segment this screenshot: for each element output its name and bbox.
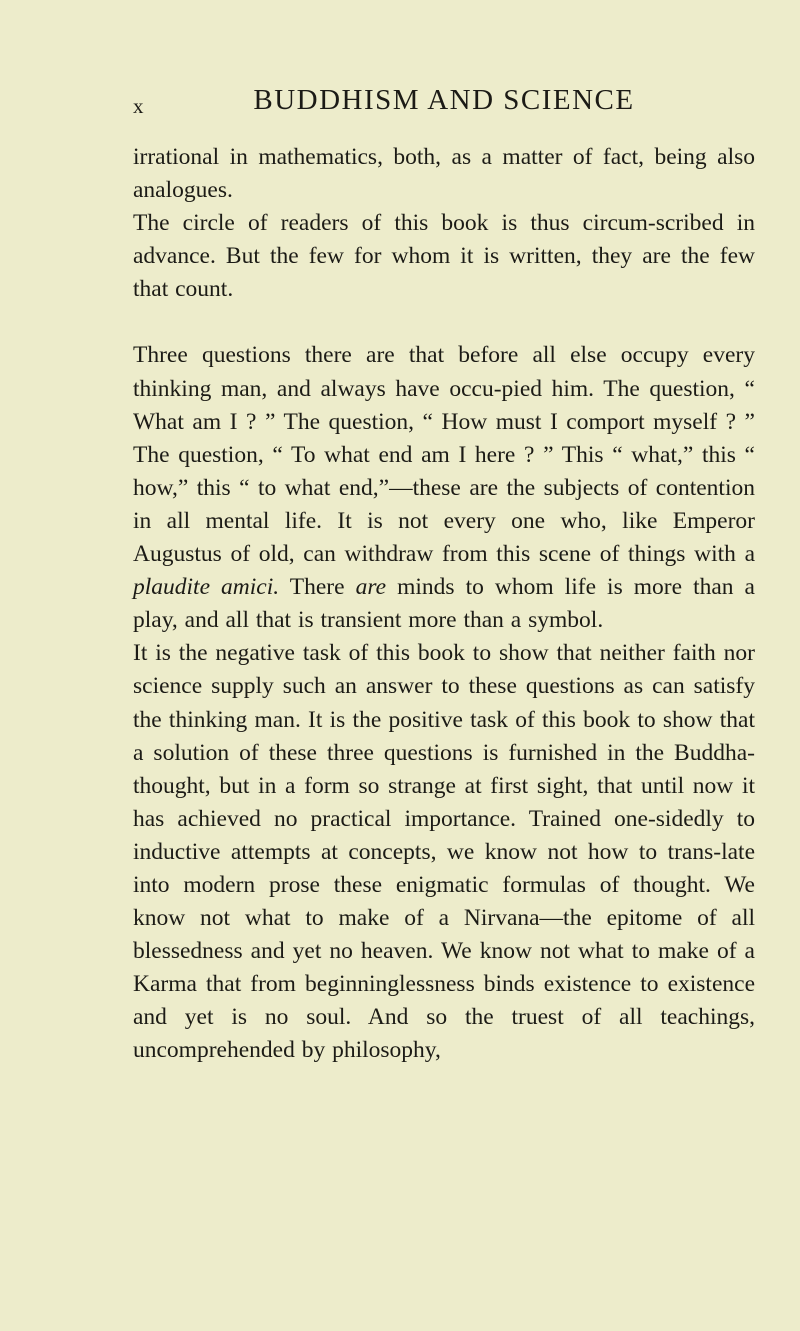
running-head bbox=[133, 84, 755, 124]
body-text bbox=[133, 141, 755, 1068]
italic-phrase-plaudite-amici: plaudite amici. bbox=[133, 574, 280, 601]
paragraph-3-text-b: There bbox=[279, 574, 356, 601]
paragraph-1: irrational in mathematics, both, as a matter of fact, being also analogues. bbox=[133, 144, 755, 204]
running-title: BUDDHISM AND SCIENCE bbox=[253, 84, 635, 116]
paragraph-3 bbox=[133, 339, 755, 637]
paragraph-2: The circle of readers of this book is thus circum-scribed in advance. But the few for whom it is written, they are the few that count. bbox=[133, 210, 755, 303]
paragraph-3-text-c: minds to whom life is more than a play, and all that is transient more than a symbol. bbox=[133, 574, 755, 634]
paragraph-4: It is the negative task of this book to show that neither faith nor science supply such an answer to these questions as can satisfy the thinking man. It is the positive task of this book to show that a solution of these three questions is furnished in the Buddha-thought, but in a form so strange at first sight, that until now it has achieved no practical importance. Trained one-sidedly to inductive attempts at concepts, we know not how to trans-late into modern prose these enigmatic formulas of thought. We know not what to make of a Nirvana—the epitome of all blessedness and yet no heaven. We know not what to make of a Karma that from beginninglessness binds existence to existence and yet is no soul. And so the truest of all teachings, uncomprehended by philosophy, bbox=[133, 640, 755, 1064]
italic-word-are: are bbox=[355, 574, 387, 601]
paragraph-3-text-a: Three questions there are that before all else occupy every thinking man, and always have occu-pied him. The question, “ What am I ? ” The question, “ How must I comport myself ? ” The question, “ To what end am I here ? ” This “ what,” this “ how,” this “ to what end,”—these are the subjects of contention in all mental life. It is not every one who, like Emperor Augustus of old, can withdraw from this scene of things with a bbox=[133, 342, 755, 568]
page-number: x bbox=[133, 94, 144, 118]
